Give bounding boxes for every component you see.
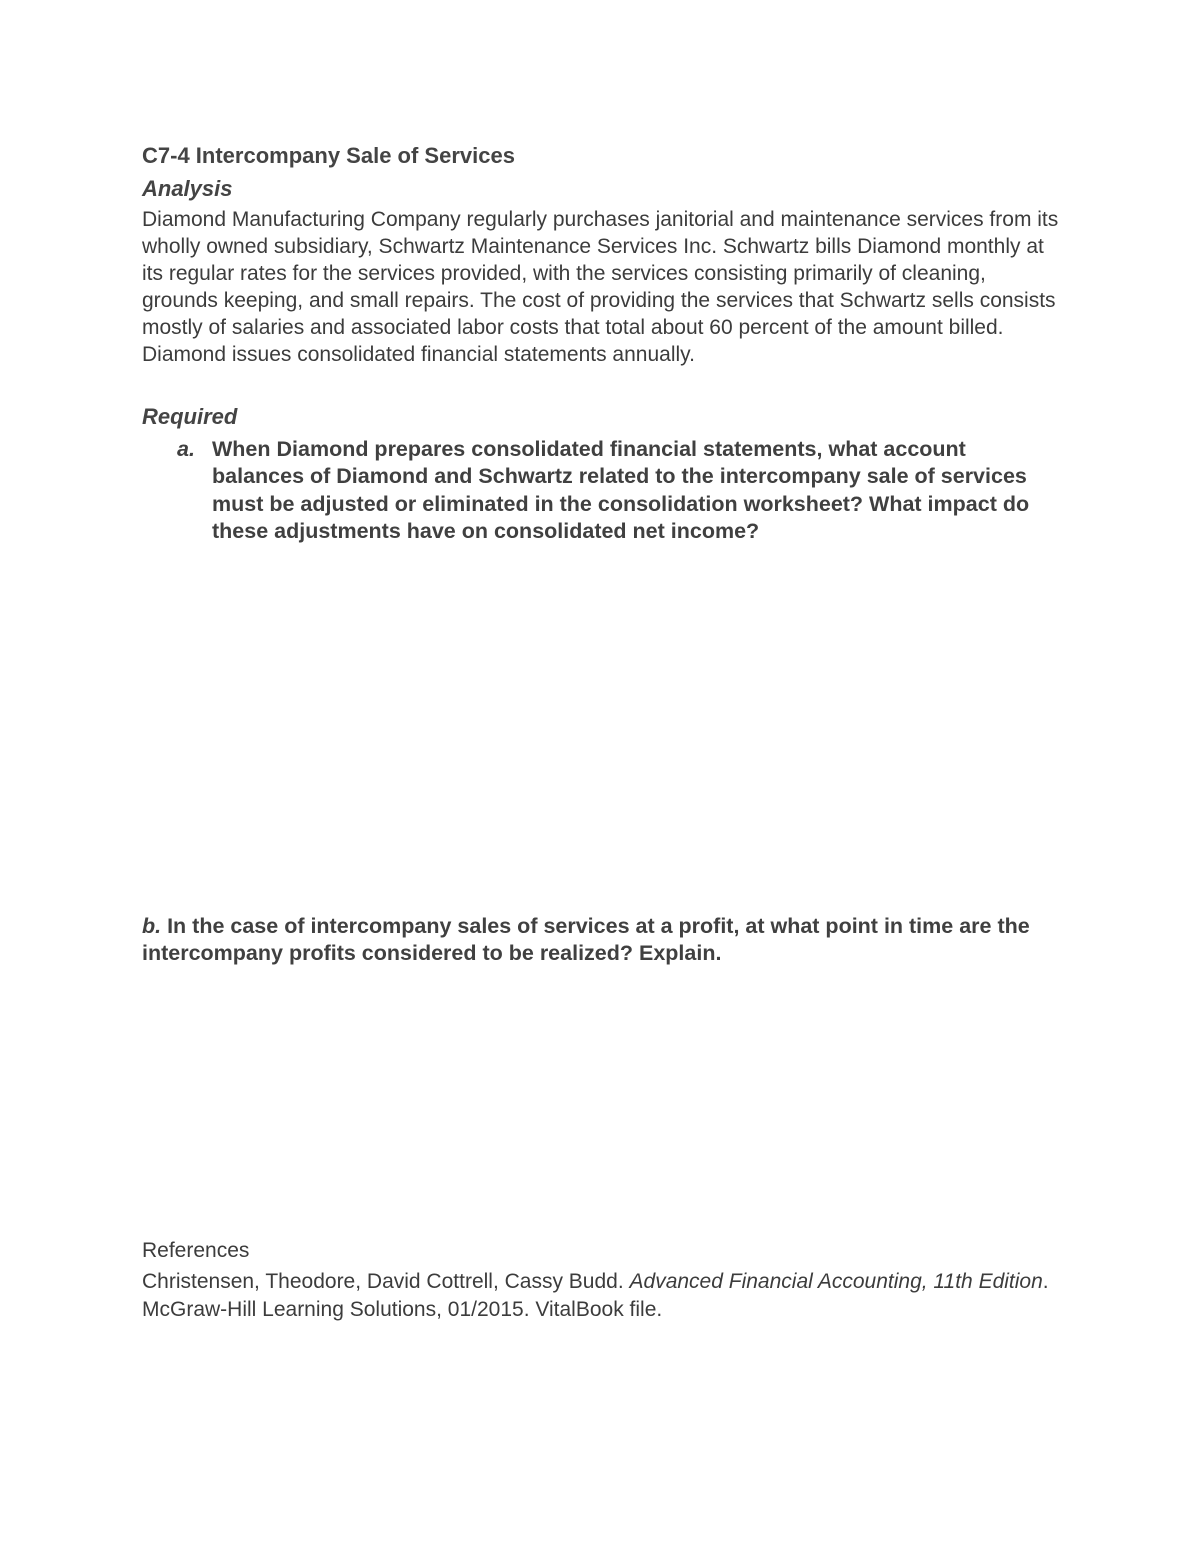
reference-entry <box>142 1268 1062 1323</box>
required-heading: Required <box>142 404 238 429</box>
question-b-text: In the case of intercompany sales of services at a profit, at what point in time are the intercompany profits considered to be realized? Explain. <box>142 914 1030 966</box>
analysis-heading: Analysis <box>142 176 233 201</box>
reference-authors: Christensen, Theodore, David Cottrell, Cassy Budd. <box>142 1270 630 1293</box>
analysis-paragraph: Diamond Manufacturing Company regularly purchases janitorial and maintenance services from its wholly owned subsidiary, Schwartz Maintenance Services Inc. Schwartz bills Diamond monthly at its regular rates for the services provided, with the services consisting primarily of cleaning, grounds keeping, and small repairs. The cost of providing the services that Schwartz sells consists mostly of salaries and associated labor costs that total about 60 percent of the amount billed. Diamond issues consolidated financial statements annually. <box>142 208 1059 367</box>
references-heading: References <box>142 1239 250 1262</box>
question-a-marker: a. <box>177 437 195 461</box>
reference-book-title: Advanced Financial Accounting, 11th Edition <box>629 1270 1043 1293</box>
question-a-text: When Diamond prepares consolidated financial statements, what account balances of Diamond and Schwartz related to the intercompany sale of services must be adjusted or eliminated in the consolidation worksheet? What impact do these adjustments have on consolidated net income? <box>212 437 1030 544</box>
question-b-marker: b. <box>142 914 162 938</box>
question-b <box>142 913 1062 968</box>
page-title: C7-4 Intercompany Sale of Services <box>142 143 515 168</box>
reference-publisher: . McGraw-Hill Learning Solutions, 01/2015. VitalBook file. <box>142 1270 1049 1321</box>
